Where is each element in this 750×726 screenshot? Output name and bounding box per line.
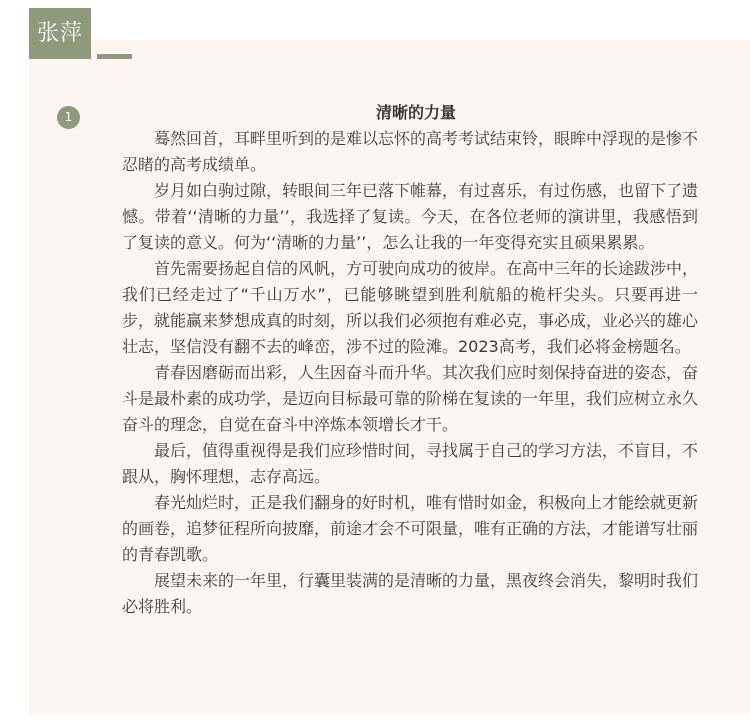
article-paragraph: 最后，值得重视得是我们应珍惜时间，寻找属于自己的学习方法，不盲目，不跟从，胸怀理想，志存高远。 (122, 441, 699, 486)
item-number-badge: 1 (57, 106, 80, 129)
article-paragraph: 展望未来的一年里，行囊里装满的是清晰的力量，黑夜终会消失，黎明时我们必将胜利。 (122, 571, 699, 616)
author-underline-decoration (97, 54, 132, 59)
article-paragraph: 首先需要扬起自信的风帆，方可驶向成功的彼岸。在高中三年的长途跋涉中，我们已经走过了“千山万水”，已能够眺望到胜利航船的桅杆尖头。只要再进一步，就能赢来梦想成真的时刻，所以我们必须抱有难必克，事必成，业必兴的雄心壮志，坚信没有翻不去的峰峦，涉不过的险滩。2023高考，我们必将金榜题名。 (122, 259, 699, 356)
author-name-tag: 张萍 (29, 8, 91, 59)
article-paragraph: 岁月如白驹过隙，转眼间三年已落下帷幕，有过喜乐，有过伤感，也留下了遗憾。带着‘‘清晰的力量’’，我选择了复读。今天，在各位老师的演讲里，我感悟到了复读的意义。何为‘‘清晰的力量’’，怎么让我的一年变得充实且硕果累累。 (122, 181, 699, 252)
article-paragraph: 春光灿烂时，正是我们翻身的好时机，唯有惜时如金，积极向上才能绘就更新的画卷，追梦征程所向披靡，前途才会不可限量，唯有正确的方法，才能谱写壮丽的青春凯歌。 (122, 493, 699, 564)
article-title: 清晰的力量 (375, 103, 456, 122)
article-paragraph: 青春因磨砺而出彩，人生因奋斗而升华。其次我们应时刻保持奋进的姿态，奋斗是最朴素的成功学，是迈向目标最可靠的阶梯在复读的一年里，我们应树立永久奋斗的理念，自觉在奋斗中淬炼本领增长才干。 (122, 363, 699, 434)
article-body (122, 100, 698, 620)
article-paragraph: 蓦然回首，耳畔里听到的是难以忘怀的高考考试结束铃，眼眸中浮现的是惨不忍睹的高考成绩单。 (122, 129, 699, 174)
